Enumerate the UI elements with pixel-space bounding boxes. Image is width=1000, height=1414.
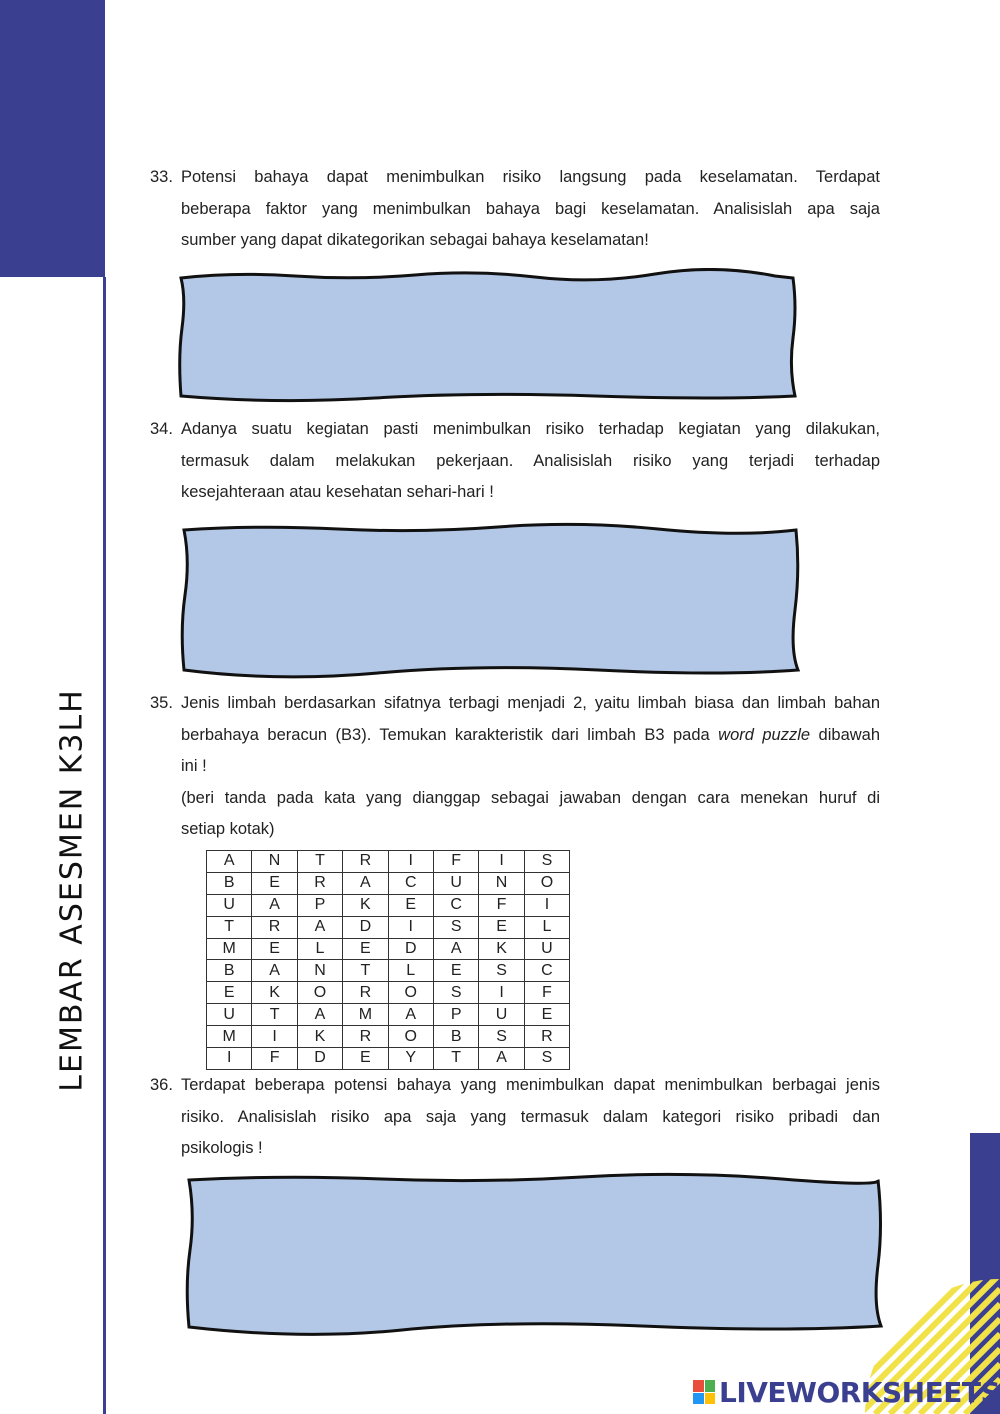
puzzle-cell[interactable]: R — [252, 916, 297, 938]
puzzle-cell[interactable]: C — [524, 960, 569, 982]
puzzle-cell[interactable]: S — [524, 851, 569, 873]
question-number: 33. — [150, 168, 173, 186]
puzzle-cell[interactable]: L — [297, 938, 342, 960]
puzzle-row — [207, 938, 570, 960]
puzzle-row — [207, 872, 570, 894]
puzzle-row — [207, 894, 570, 916]
answer-input-36[interactable] — [196, 1184, 876, 1326]
puzzle-cell[interactable]: A — [433, 938, 478, 960]
question-number: 35. — [150, 694, 173, 712]
puzzle-cell[interactable]: N — [252, 851, 297, 873]
puzzle-cell[interactable]: D — [297, 1048, 342, 1070]
puzzle-cell[interactable]: T — [343, 960, 388, 982]
puzzle-row — [207, 851, 570, 873]
puzzle-cell[interactable]: M — [343, 1004, 388, 1026]
puzzle-row — [207, 916, 570, 938]
question-number: 34. — [150, 420, 173, 438]
puzzle-cell[interactable]: I — [479, 851, 524, 873]
puzzle-cell[interactable]: P — [297, 894, 342, 916]
answer-input-34[interactable] — [192, 534, 796, 668]
puzzle-cell[interactable]: D — [388, 938, 433, 960]
puzzle-cell[interactable]: E — [343, 938, 388, 960]
puzzle-cell[interactable]: T — [252, 1004, 297, 1026]
puzzle-cell[interactable]: S — [479, 960, 524, 982]
puzzle-cell[interactable]: U — [433, 872, 478, 894]
puzzle-cell[interactable]: K — [252, 982, 297, 1004]
puzzle-cell[interactable]: O — [388, 1026, 433, 1048]
puzzle-cell[interactable]: N — [479, 872, 524, 894]
puzzle-cell[interactable]: F — [479, 894, 524, 916]
puzzle-cell[interactable]: M — [207, 1026, 252, 1048]
puzzle-cell[interactable]: E — [252, 938, 297, 960]
side-title: LEMBAR ASESMEN K3LH — [54, 688, 90, 1092]
puzzle-cell[interactable]: B — [207, 872, 252, 894]
question-text-line: kesejahteraan atau kesehatan sehari-hari ! — [181, 483, 494, 501]
puzzle-cell[interactable]: D — [343, 916, 388, 938]
puzzle-row — [207, 1004, 570, 1026]
puzzle-cell[interactable]: C — [388, 872, 433, 894]
puzzle-cell[interactable]: A — [297, 1004, 342, 1026]
puzzle-cell[interactable]: E — [207, 982, 252, 1004]
puzzle-cell[interactable]: F — [524, 982, 569, 1004]
puzzle-cell[interactable]: S — [524, 1048, 569, 1070]
question-text-line: Adanya suatu kegiatan pasti menimbulkan risiko terhadap kegiatan yang dilakukan, — [181, 420, 880, 438]
puzzle-cell[interactable]: I — [524, 894, 569, 916]
puzzle-cell[interactable]: R — [343, 1026, 388, 1048]
puzzle-cell[interactable]: I — [388, 851, 433, 873]
answer-input-33[interactable] — [189, 282, 793, 394]
puzzle-cell[interactable]: I — [388, 916, 433, 938]
puzzle-cell[interactable]: R — [343, 851, 388, 873]
puzzle-row — [207, 982, 570, 1004]
puzzle-cell[interactable]: U — [479, 1004, 524, 1026]
puzzle-cell[interactable]: O — [297, 982, 342, 1004]
puzzle-cell[interactable]: S — [479, 1026, 524, 1048]
puzzle-cell[interactable]: P — [433, 1004, 478, 1026]
puzzle-cell[interactable]: S — [433, 916, 478, 938]
puzzle-cell[interactable]: Y — [388, 1048, 433, 1070]
puzzle-cell[interactable]: A — [297, 916, 342, 938]
puzzle-cell[interactable]: E — [388, 894, 433, 916]
puzzle-cell[interactable]: R — [297, 872, 342, 894]
puzzle-cell[interactable]: A — [207, 851, 252, 873]
puzzle-cell[interactable]: I — [252, 1026, 297, 1048]
puzzle-cell[interactable]: L — [388, 960, 433, 982]
brand-name: LIVEWORKSHEETS — [719, 1375, 1000, 1409]
puzzle-cell[interactable]: E — [433, 960, 478, 982]
puzzle-cell[interactable]: U — [207, 894, 252, 916]
puzzle-row — [207, 1026, 570, 1048]
puzzle-cell[interactable]: E — [343, 1048, 388, 1070]
puzzle-row — [207, 960, 570, 982]
puzzle-cell[interactable]: K — [479, 938, 524, 960]
question-text-line: ini ! — [181, 757, 207, 775]
puzzle-cell[interactable]: M — [207, 938, 252, 960]
question-33 — [150, 162, 880, 257]
puzzle-cell[interactable]: I — [207, 1048, 252, 1070]
liveworksheets-logo-icon — [693, 1380, 715, 1404]
puzzle-cell[interactable]: O — [524, 872, 569, 894]
liveworksheets-brand — [693, 1374, 1000, 1410]
answer-box-34[interactable] — [178, 520, 808, 680]
question-text-line: termasuk dalam melakukan pekerjaan. Analisislah risiko yang terjadi terhadap — [181, 451, 880, 470]
question-text-line: beberapa faktor yang menimbulkan bahaya bagi keselamatan. Analisislah apa saja — [181, 199, 880, 218]
italic-phrase: word puzzle — [718, 725, 811, 744]
puzzle-cell[interactable]: U — [207, 1004, 252, 1026]
puzzle-cell[interactable]: U — [524, 938, 569, 960]
puzzle-cell[interactable]: I — [479, 982, 524, 1004]
puzzle-cell[interactable]: R — [524, 1026, 569, 1048]
puzzle-cell[interactable]: A — [343, 872, 388, 894]
puzzle-cell[interactable]: R — [343, 982, 388, 1004]
puzzle-cell[interactable]: S — [433, 982, 478, 1004]
puzzle-row — [207, 1048, 570, 1070]
puzzle-cell[interactable]: E — [479, 916, 524, 938]
question-text-line: setiap kotak) — [181, 820, 275, 838]
question-text-line: Jenis limbah berdasarkan sifatnya terbagi menjadi 2, yaitu limbah biasa dan limbah bahan — [181, 694, 880, 712]
puzzle-cell[interactable]: N — [297, 960, 342, 982]
answer-box-36[interactable] — [182, 1170, 888, 1338]
puzzle-cell[interactable]: K — [297, 1026, 342, 1048]
puzzle-cell[interactable]: K — [343, 894, 388, 916]
puzzle-cell[interactable]: O — [388, 982, 433, 1004]
question-text-segment: dibawah — [818, 725, 881, 744]
question-text-line: Terdapat beberapa potensi bahaya yang menimbulkan dapat menimbulkan berbagai jenis — [181, 1076, 880, 1094]
question-text-segment: berbahaya beracun (B3). Temukan karakteristik dari limbah B3 pada — [181, 725, 710, 744]
word-puzzle-grid — [206, 850, 570, 1070]
question-34 — [150, 414, 880, 509]
puzzle-cell[interactable]: F — [252, 1048, 297, 1070]
puzzle-cell[interactable]: T — [433, 1048, 478, 1070]
question-text-line: sumber yang dapat dikategorikan sebagai bahaya keselamatan! — [181, 231, 649, 249]
puzzle-cell[interactable]: T — [207, 916, 252, 938]
question-text-line — [181, 720, 880, 752]
question-text-line: Potensi bahaya dapat menimbulkan risiko langsung pada keselamatan. Terdapat — [181, 168, 880, 186]
answer-box-33[interactable] — [175, 268, 805, 404]
puzzle-cell[interactable]: A — [388, 1004, 433, 1026]
question-35 — [150, 688, 880, 846]
puzzle-cell[interactable]: A — [252, 960, 297, 982]
puzzle-cell[interactable]: B — [433, 1026, 478, 1048]
puzzle-cell[interactable]: F — [433, 851, 478, 873]
question-text-line: (beri tanda pada kata yang dianggap sebagai jawaban dengan cara menekan huruf di — [181, 788, 880, 807]
puzzle-cell[interactable]: B — [207, 960, 252, 982]
question-36 — [150, 1070, 880, 1165]
question-text-line: psikologis ! — [181, 1139, 263, 1157]
puzzle-cell[interactable]: E — [524, 1004, 569, 1026]
puzzle-cell[interactable]: C — [433, 894, 478, 916]
question-text-line: risiko. Analisislah risiko apa saja yang termasuk dalam kategori risiko pribadi dan — [181, 1107, 880, 1126]
puzzle-cell[interactable]: A — [479, 1048, 524, 1070]
question-number: 36. — [150, 1076, 173, 1094]
puzzle-cell[interactable]: E — [252, 872, 297, 894]
puzzle-cell[interactable]: A — [252, 894, 297, 916]
puzzle-cell[interactable]: L — [524, 916, 569, 938]
puzzle-cell[interactable]: T — [297, 851, 342, 873]
